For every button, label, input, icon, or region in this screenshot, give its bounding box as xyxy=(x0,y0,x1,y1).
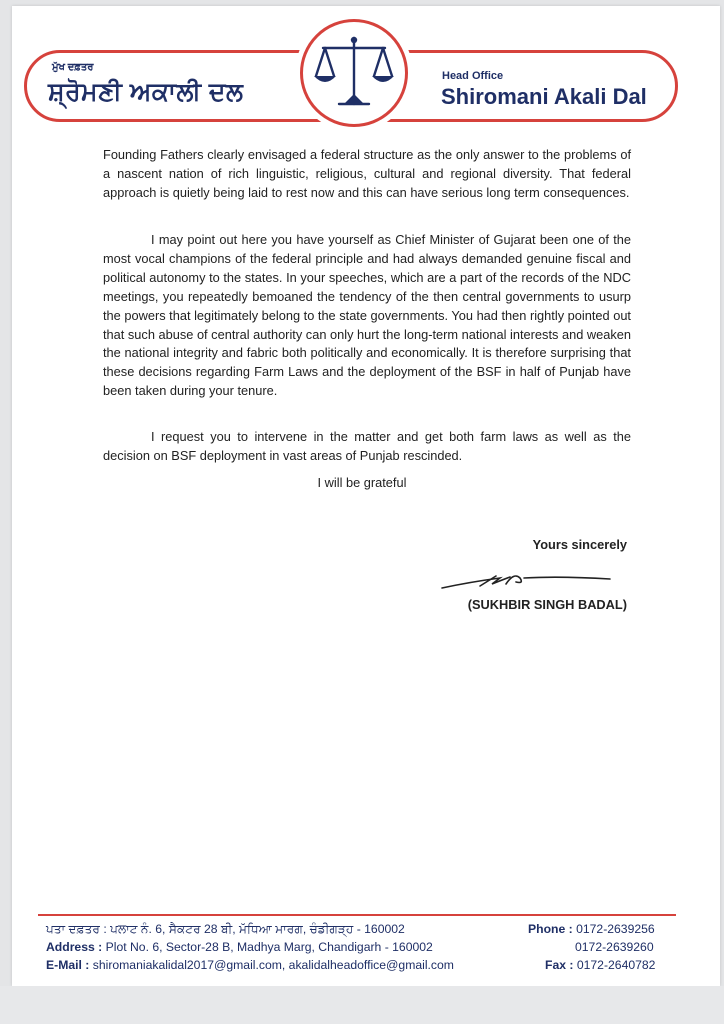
english-party-name: Shiromani Akali Dal xyxy=(441,84,647,109)
scales-of-justice-icon xyxy=(311,32,397,116)
fax-value: 0172-2640782 xyxy=(576,958,656,972)
paragraph-3: I request you to intervene in the matter and get both farm laws as well as the decision on BSF deployment in vast areas of Punjab rescinded. xyxy=(103,429,631,463)
address-value: Plot No. 6, Sector-28 B, Madhya Marg, Chandigarh - 160002 xyxy=(105,940,433,954)
email-value: shiromaniakalidal2017@gmail.com, akalidalheadoffice@gmail.com xyxy=(92,958,454,972)
paragraph-2: I may point out here you have yourself as Chief Minister of Gujarat been one of the most vocal champions of the federal principle and had always demanded genuine fiscal and political autonomy to the states. In your speeches, which are a part of the records of the NDC meetings, you repeatedly bemoaned the tendency of the then central governments to usurp the powers that legitimately belong to the state governments. You had then rightly pointed out that such abuse of central authority can only hurt the long-term national interests and weaken the national integrity and fabric both politically and economically. It is therefore surprising that these decisions regarding Farm Laws and the deployment of the BSF in half of Punjab have been taken during your tenure. xyxy=(103,232,631,399)
footer-divider xyxy=(38,914,676,916)
phone-1: 0172-2639256 xyxy=(576,922,655,936)
punjabi-party-name: ਸ਼੍ਰੋਮਣੀ ਅਕਾਲੀ ਦਲ xyxy=(48,78,244,106)
email-label: E-Mail : xyxy=(46,958,90,972)
signature-image xyxy=(440,568,616,594)
phone-label: Phone : xyxy=(528,922,573,936)
english-subtitle: Head Office xyxy=(442,70,504,82)
signatory-name: (SUKHBIR SINGH BADAL) xyxy=(467,597,627,612)
phone-2: 0172-2639260 xyxy=(575,940,654,954)
fax-label: Fax : xyxy=(545,958,574,972)
footer-phone xyxy=(528,922,655,936)
footer-email xyxy=(46,958,454,972)
footer-fax xyxy=(545,958,655,972)
party-emblem xyxy=(300,19,408,127)
background-band xyxy=(0,986,724,1024)
footer-punjabi-address: ਪਤਾ ਦਫ਼ਤਰ : ਪਲਾਟ ਨੰ. 6, ਸੈਕਟਰ 28 ਬੀ, ਮੱਧਿਆ ਮਾਰਗ, ਚੰਡੀਗੜ੍ਹ - 160002 xyxy=(46,922,405,936)
punjabi-subtitle: ਮੁੱਖ ਦਫ਼ਤਰ xyxy=(52,62,94,73)
paragraph-1: Founding Fathers clearly envisaged a federal structure as the only answer to the problems of a nascent nation of rich linguistic, religious, cultural and regional diversity. That federal approach is quietly being laid to rest now and this can have serious long term consequences. xyxy=(103,147,631,200)
footer-address xyxy=(46,940,433,954)
address-label: Address : xyxy=(46,940,103,954)
closing-salutation: Yours sincerely xyxy=(532,537,627,552)
grateful-line: I will be grateful xyxy=(317,475,407,490)
